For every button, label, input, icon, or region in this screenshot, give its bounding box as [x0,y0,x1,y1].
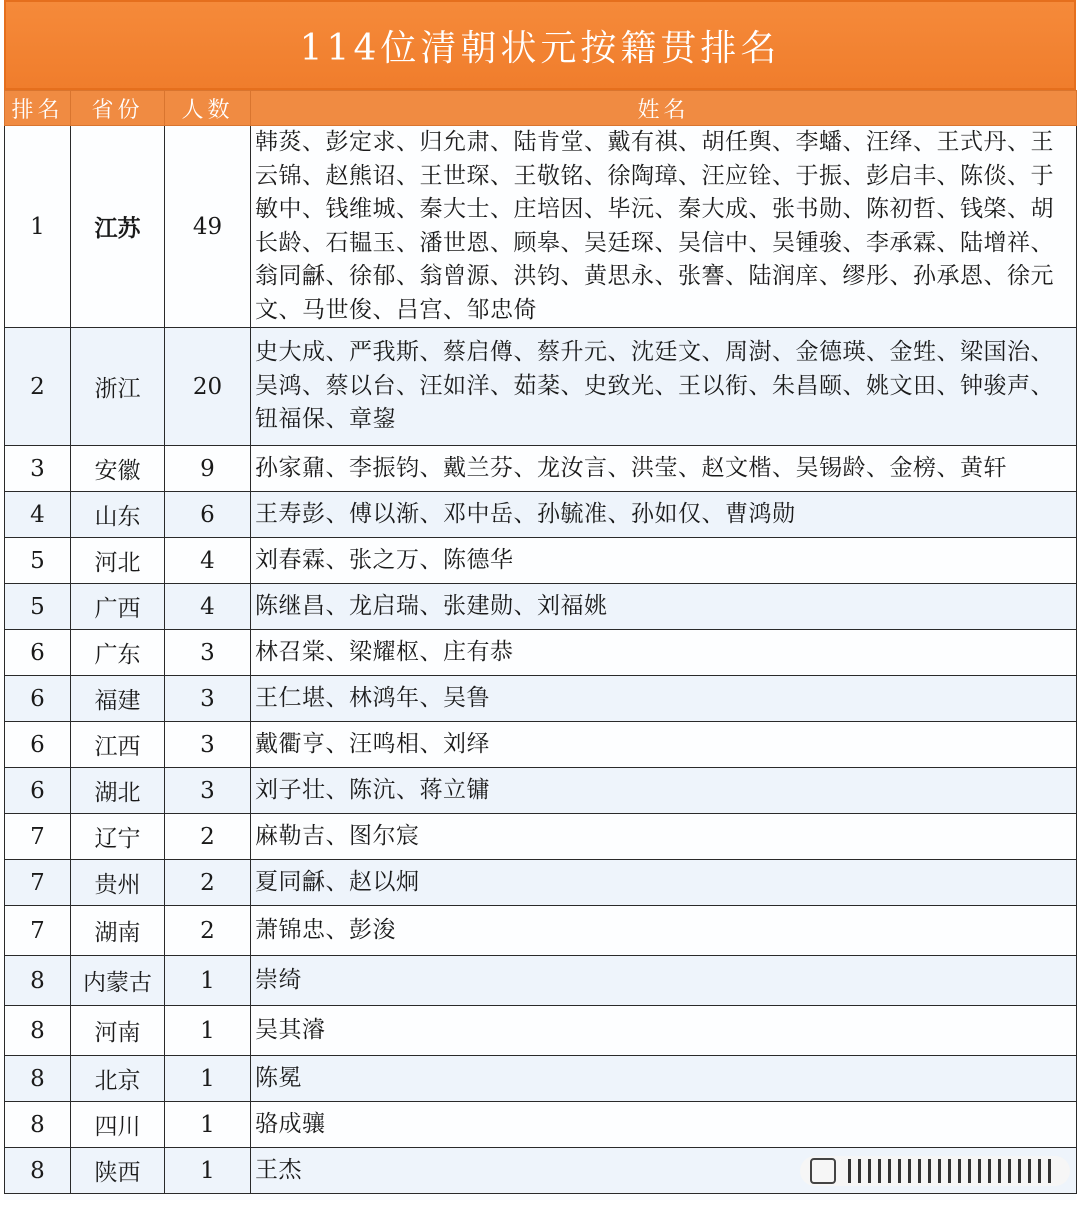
count-cell: 3 [165,722,251,768]
table-row [5,1006,1077,1056]
table-row [5,492,1077,538]
corner-mark [800,1156,1070,1186]
names-cell: 骆成骧 [251,1102,1077,1148]
table-row [5,630,1077,676]
rank-cell: 7 [5,860,71,906]
rank-cell: 8 [5,956,71,1006]
title-bar [4,0,1076,90]
ranking-sheet [4,0,1076,1200]
table-row [5,768,1077,814]
province-cell: 河北 [71,538,165,584]
count-cell: 3 [165,768,251,814]
province-cell: 浙江 [71,328,165,446]
names-cell: 夏同龢、赵以炯 [251,860,1077,906]
province-cell: 江苏 [71,126,165,328]
rank-cell: 1 [5,126,71,328]
count-cell: 4 [165,538,251,584]
count-cell: 1 [165,1148,251,1194]
decorative-bars [848,1159,1058,1183]
rank-cell: 6 [5,768,71,814]
names-cell: 韩菼、彭定求、归允肃、陆肯堂、戴有祺、胡任舆、李蟠、汪绎、王式丹、王云锦、赵熊诏、王世琛、王敬铭、徐陶璋、汪应铨、于振、彭启丰、陈倓、于敏中、钱维城、秦大士、庄培因、毕沅、秦大成、张书勋、陈初哲、钱棨、胡长龄、石韫玉、潘世恩、顾皋、吴廷琛、吴信中、吴锺骏、李承霖、陆增祥、翁同龢、徐郁、翁曾源、洪钧、黄思永、张謇、陆润庠、缪彤、孙承恩、徐元文、马世俊、吕宫、邹忠倚 [251,126,1077,328]
table-row [5,676,1077,722]
count-cell: 1 [165,1006,251,1056]
table-row [5,956,1077,1006]
count-cell: 3 [165,676,251,722]
count-cell: 2 [165,906,251,956]
names-cell: 麻勒吉、图尔宸 [251,814,1077,860]
province-cell: 贵州 [71,860,165,906]
rank-cell: 5 [5,584,71,630]
count-cell: 3 [165,630,251,676]
table-row [5,446,1077,492]
rank-cell: 6 [5,630,71,676]
table-row [5,1056,1077,1102]
rank-cell: 6 [5,722,71,768]
names-cell: 王杰 [251,1148,1077,1194]
province-cell: 陕西 [71,1148,165,1194]
rank-cell: 4 [5,492,71,538]
header-names: 姓名 [251,91,1077,126]
province-cell: 福建 [71,676,165,722]
names-cell: 林召棠、梁耀枢、庄有恭 [251,630,1077,676]
ranking-table [4,90,1077,1194]
count-cell: 2 [165,814,251,860]
names-cell: 刘子壮、陈沆、蒋立镛 [251,768,1077,814]
names-cell: 孙家鼐、李振钧、戴兰芬、龙汝言、洪莹、赵文楷、吴锡龄、金榜、黄轩 [251,446,1077,492]
table-row [5,906,1077,956]
count-cell: 1 [165,956,251,1006]
page-title: 114位清朝状元按籍贯排名 [299,27,781,69]
count-cell: 20 [165,328,251,446]
names-cell: 王寿彭、傅以渐、邓中岳、孙毓准、孙如仅、曹鸿勋 [251,492,1077,538]
count-cell: 1 [165,1102,251,1148]
names-cell: 陈冕 [251,1056,1077,1102]
names-cell: 萧锦忠、彭浚 [251,906,1077,956]
rank-cell: 8 [5,1006,71,1056]
table-header-row [5,91,1077,126]
table-row [5,584,1077,630]
province-cell: 广东 [71,630,165,676]
table-row [5,126,1077,328]
province-cell: 河南 [71,1006,165,1056]
names-cell: 吴其濬 [251,1006,1077,1056]
names-cell: 戴衢亨、汪鸣相、刘绎 [251,722,1077,768]
names-cell: 王仁堪、林鸿年、吴鲁 [251,676,1077,722]
province-cell: 湖北 [71,768,165,814]
header-province: 省份 [71,91,165,126]
province-cell: 北京 [71,1056,165,1102]
count-cell: 9 [165,446,251,492]
table-row [5,538,1077,584]
count-cell: 1 [165,1056,251,1102]
province-cell: 湖南 [71,906,165,956]
rank-cell: 8 [5,1148,71,1194]
rank-cell: 6 [5,676,71,722]
count-cell: 2 [165,860,251,906]
rank-cell: 8 [5,1102,71,1148]
table-row [5,860,1077,906]
province-cell: 江西 [71,722,165,768]
rank-cell: 3 [5,446,71,492]
table-row [5,328,1077,446]
province-cell: 辽宁 [71,814,165,860]
rank-cell: 7 [5,906,71,956]
table-row [5,722,1077,768]
table-row [5,814,1077,860]
count-cell: 4 [165,584,251,630]
province-cell: 内蒙古 [71,956,165,1006]
header-count: 人数 [165,91,251,126]
table-row [5,1102,1077,1148]
count-cell: 49 [165,126,251,328]
rank-cell: 7 [5,814,71,860]
names-cell: 刘春霖、张之万、陈德华 [251,538,1077,584]
names-cell: 史大成、严我斯、蔡启僔、蔡升元、沈廷文、周澍、金德瑛、金甡、梁国治、吴鸿、蔡以台、汪如洋、茹棻、史致光、王以衔、朱昌颐、姚文田、钟骏声、钮福保、章鋆 [251,328,1077,446]
count-cell: 6 [165,492,251,538]
province-cell: 广西 [71,584,165,630]
province-cell: 山东 [71,492,165,538]
names-cell: 陈继昌、龙启瑞、张建勋、刘福姚 [251,584,1077,630]
rank-cell: 2 [5,328,71,446]
province-cell: 四川 [71,1102,165,1148]
names-cell: 崇绮 [251,956,1077,1006]
logo-icon [810,1158,836,1184]
province-cell: 安徽 [71,446,165,492]
rank-cell: 8 [5,1056,71,1102]
rank-cell: 5 [5,538,71,584]
header-rank: 排名 [5,91,71,126]
